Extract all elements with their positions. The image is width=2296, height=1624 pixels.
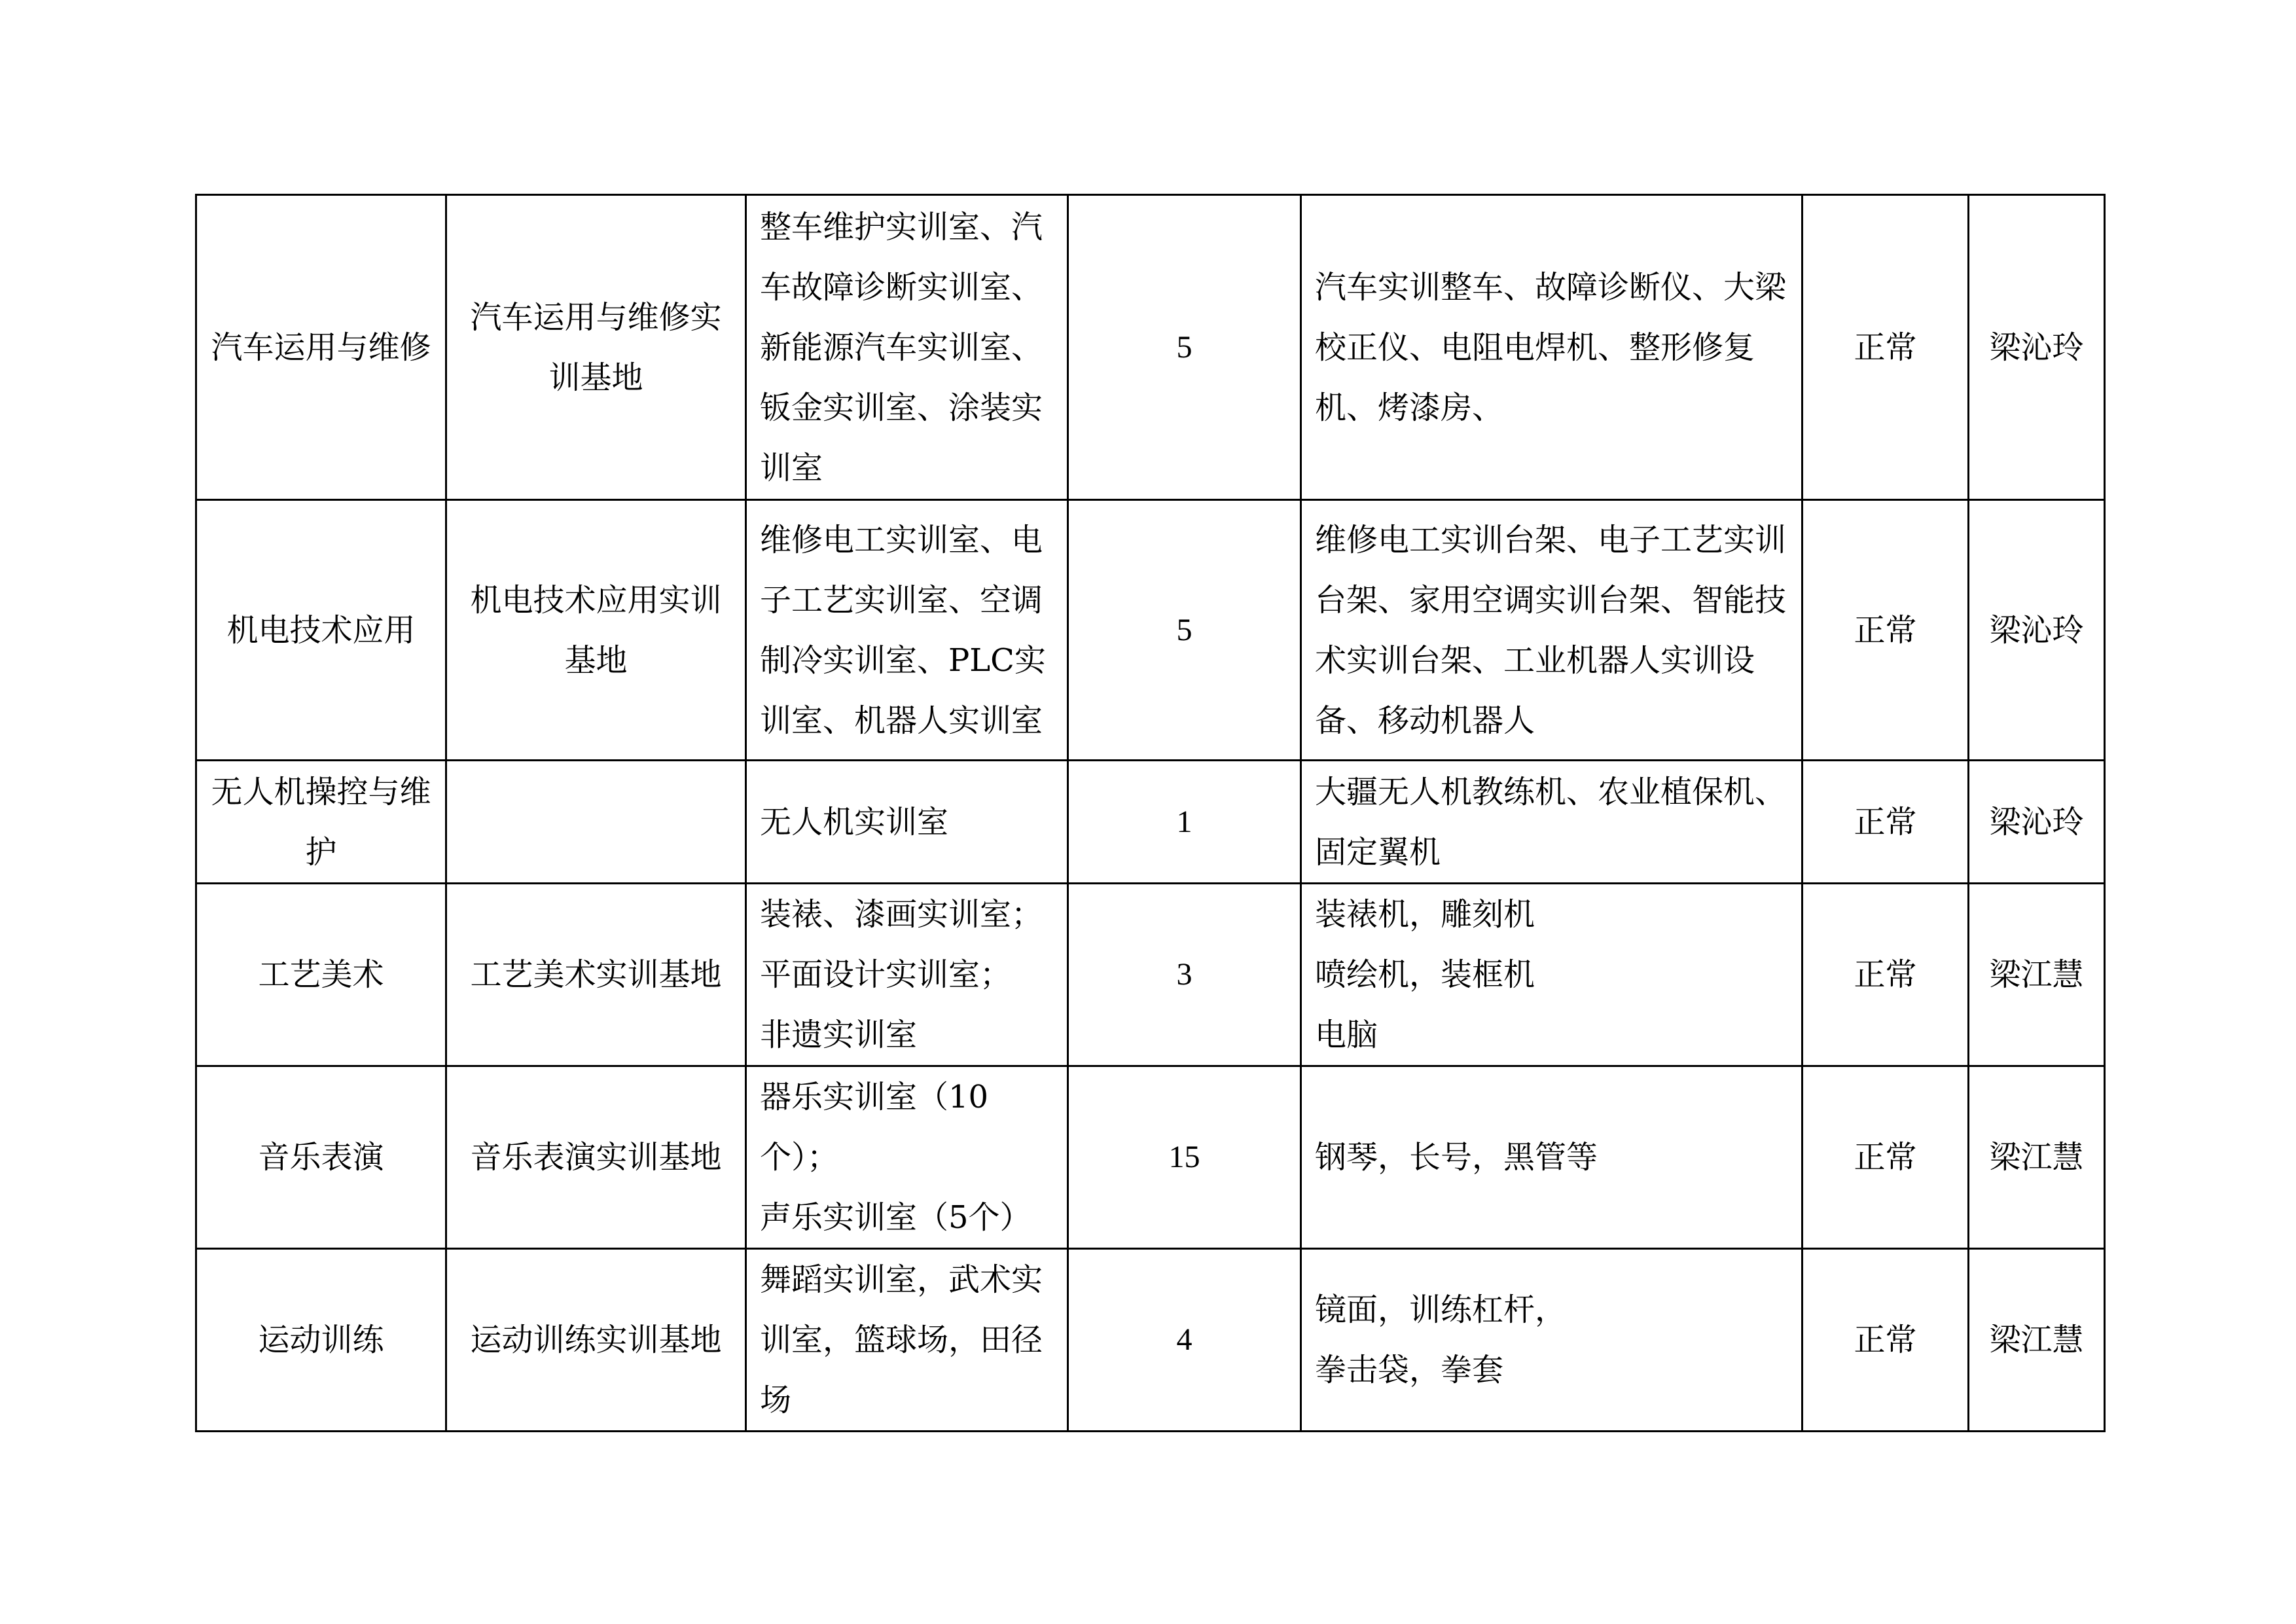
cell-equipment: 钢琴，长号，黑管等 <box>1301 1066 1803 1249</box>
table-row <box>196 500 2105 761</box>
cell-major: 汽车运用与维修 <box>196 195 446 500</box>
cell-major: 机电技术应用 <box>196 500 446 761</box>
cell-count: 15 <box>1068 1066 1301 1249</box>
cell-base: 机电技术应用实训基地 <box>446 500 746 761</box>
cell-status: 正常 <box>1803 195 1969 500</box>
cell-rooms: 整车维护实训室、汽车故障诊断实训室、新能源汽车实训室、钣金实训室、涂装实训室 <box>746 195 1068 500</box>
cell-manager: 梁江慧 <box>1969 884 2105 1066</box>
cell-major: 运动训练 <box>196 1249 446 1432</box>
cell-rooms: 装裱、漆画实训室； 平面设计实训室； 非遗实训室 <box>760 896 1043 1053</box>
cell-base: 音乐表演实训基地 <box>446 1066 746 1249</box>
cell-rooms: 器乐实训室（10个）； 声乐实训室（5个） <box>760 1079 1031 1236</box>
cell-rooms: 舞蹈实训室，武术实训室，篮球场，田径场 <box>746 1249 1068 1432</box>
cell-status: 正常 <box>1803 761 1969 884</box>
cell-status: 正常 <box>1803 1066 1969 1249</box>
table-row <box>196 1066 2105 1249</box>
cell-count: 1 <box>1068 761 1301 884</box>
cell-count: 4 <box>1068 1249 1301 1432</box>
cell-count: 5 <box>1068 500 1301 761</box>
cell-major: 无人机操控与维护 <box>196 761 446 884</box>
cell-rooms: 维修电工实训室、电子工艺实训室、空调制冷实训室、PLC实训室、机器人实训室 <box>746 500 1068 761</box>
cell-status: 正常 <box>1803 884 1969 1066</box>
cell-rooms: 无人机实训室 <box>746 761 1068 884</box>
cell-major: 工艺美术 <box>196 884 446 1066</box>
training-base-table <box>195 194 2106 1432</box>
cell-base: 汽车运用与维修实训基地 <box>446 195 746 500</box>
cell-manager: 梁江慧 <box>1969 1249 2105 1432</box>
cell-equipment: 维修电工实训台架、电子工艺实训台架、家用空调实训台架、智能技术实训台架、工业机器人实训设备、移动机器人 <box>1301 500 1803 761</box>
cell-status: 正常 <box>1803 500 1969 761</box>
cell-base: 运动训练实训基地 <box>446 1249 746 1432</box>
cell-base <box>446 761 746 884</box>
table-row <box>196 761 2105 884</box>
cell-manager: 梁沁玲 <box>1969 195 2105 500</box>
cell-count: 5 <box>1068 195 1301 500</box>
cell-count: 3 <box>1068 884 1301 1066</box>
cell-manager: 梁沁玲 <box>1969 500 2105 761</box>
cell-base: 工艺美术实训基地 <box>446 884 746 1066</box>
cell-manager: 梁沁玲 <box>1969 761 2105 884</box>
table-row <box>196 195 2105 500</box>
table-row <box>196 1249 2105 1432</box>
cell-major: 音乐表演 <box>196 1066 446 1249</box>
cell-equipment: 装裱机，雕刻机 喷绘机，装框机 电脑 <box>1315 896 1535 1053</box>
cell-status: 正常 <box>1803 1249 1969 1432</box>
cell-equipment: 大疆无人机教练机、农业植保机、固定翼机 <box>1301 761 1803 884</box>
cell-equipment: 汽车实训整车、故障诊断仪、大梁校正仪、电阻电焊机、整形修复机、烤漆房、 <box>1301 195 1803 500</box>
cell-equipment: 镜面，训练杠杆， 拳击袋，拳套 <box>1315 1291 1567 1388</box>
table-row <box>196 884 2105 1066</box>
cell-manager: 梁江慧 <box>1969 1066 2105 1249</box>
